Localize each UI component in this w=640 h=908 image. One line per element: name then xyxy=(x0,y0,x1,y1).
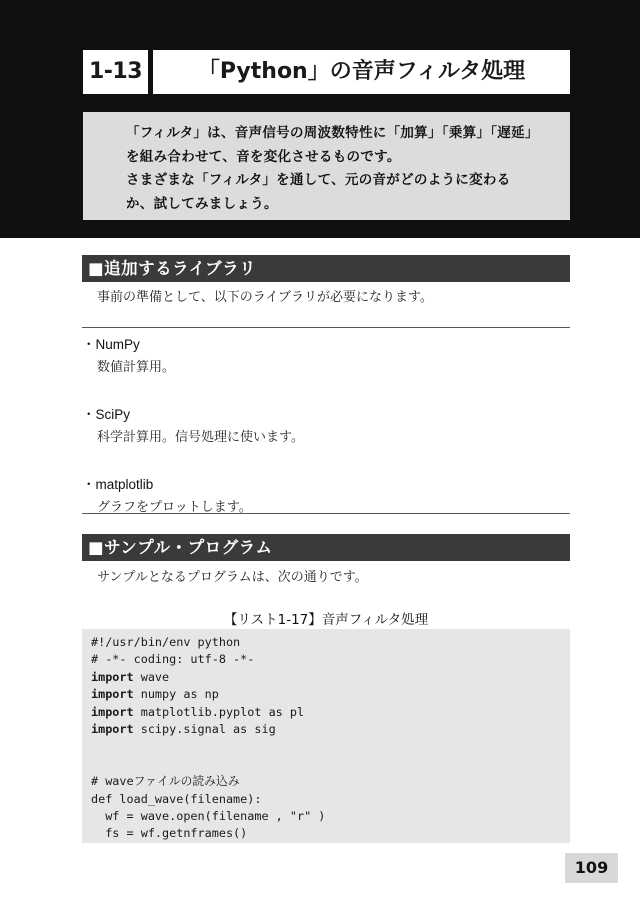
page-number: 109 xyxy=(565,853,618,883)
listing-caption: 【リスト1-17】音声フィルタ処理 xyxy=(223,612,429,628)
code-line: #!/usr/bin/env python xyxy=(91,635,241,649)
intro-line: か、試してみましょう。 xyxy=(126,195,278,212)
libraries-section-description: 事前の準備として、以下のライブラリが必要になります。 xyxy=(97,290,433,305)
intro-box xyxy=(83,112,570,220)
code-line: import numpy as np xyxy=(91,687,219,702)
library-name-scipy: ・SciPy xyxy=(82,407,131,422)
library-description-matplotlib: グラフをプロットします。 xyxy=(97,500,252,515)
code-line xyxy=(91,756,570,773)
code-listing xyxy=(82,629,570,843)
chapter-title: 「Python」の音声フィルタ処理 xyxy=(153,50,570,94)
intro-line: を組み合わせて、音を変化させるものです。 xyxy=(126,148,401,165)
code-line: fs = wf.getnframes() xyxy=(91,826,248,841)
sample-section-header: ■サンプル・プログラム xyxy=(82,534,570,561)
sample-section-description: サンプルとなるプログラムは、次の通りです。 xyxy=(97,570,368,585)
library-description-scipy: 科学計算用。信号処理に使います。 xyxy=(97,430,304,445)
code-line: import scipy.signal as sig xyxy=(91,721,276,736)
code-line: # waveファイルの読み込み xyxy=(91,774,240,789)
libraries-section-header: ■追加するライブラリ xyxy=(82,255,570,282)
library-description-numpy: 数値計算用。 xyxy=(97,360,176,375)
intro-line: さまざまな「フィルタ」を通して、元の音がどのように変わる xyxy=(126,172,511,188)
code-line: import matplotlib.pyplot as pl xyxy=(91,704,305,719)
code-line: import wave xyxy=(91,669,170,684)
library-name-matplotlib: ・matplotlib xyxy=(82,477,154,492)
library-list-bottom-rule xyxy=(82,513,570,514)
library-list-top-rule xyxy=(82,327,570,328)
chapter-number: 1-13 xyxy=(83,50,148,94)
code-line: def load_wave(filename): xyxy=(91,791,262,806)
library-name-numpy: ・NumPy xyxy=(82,337,140,352)
code-line xyxy=(91,738,570,755)
code-line: # -*- coding: utf-8 -*- xyxy=(91,652,255,667)
intro-line: 「フィルタ」は、音声信号の周波数特性に「加算」「乗算」「遅延」 xyxy=(126,125,539,141)
code-line: wf = wave.open(filename , "r" ) xyxy=(91,808,326,823)
